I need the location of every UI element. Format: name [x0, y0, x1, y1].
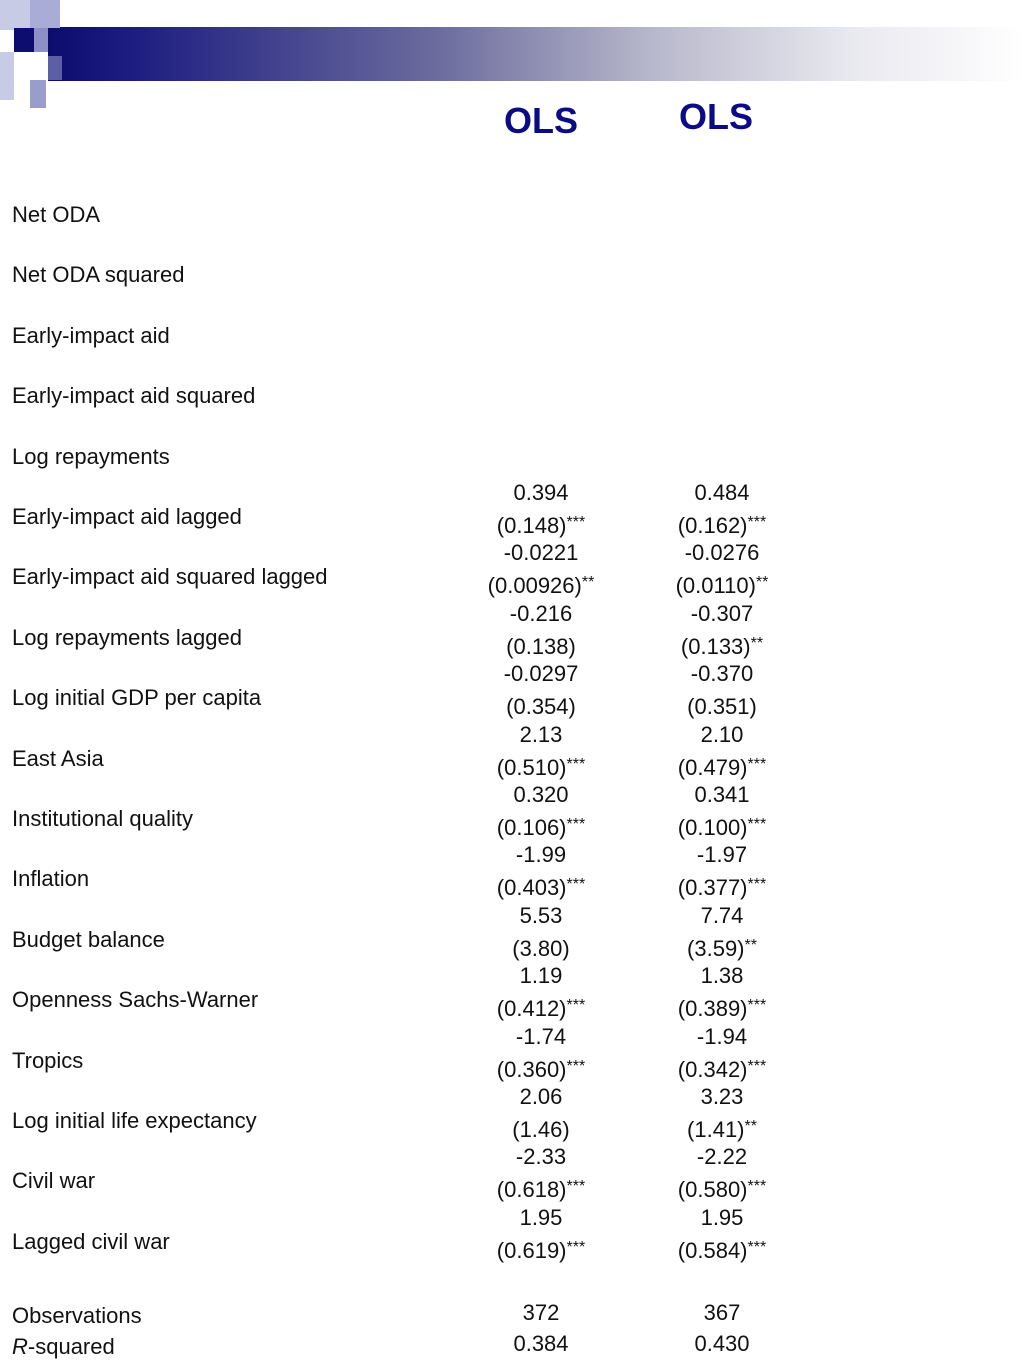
significance-stars: ***	[566, 816, 586, 833]
standard-error-value: (0.360)	[496, 1057, 567, 1082]
coefficient-col1: -0.216	[509, 601, 573, 626]
observations-value-2: 367	[703, 1300, 741, 1325]
standard-error-col1	[441, 810, 641, 843]
row-label: Log initial life expectancy	[12, 1108, 257, 1133]
significance-stars: **	[750, 635, 764, 652]
standard-error-value: (0.580)	[677, 1177, 748, 1202]
standard-error-col2	[622, 1112, 822, 1145]
standard-error-value: (0.354)	[506, 694, 576, 719]
standard-error-value: (0.619)	[496, 1238, 567, 1263]
coefficient-col1: 2.06	[519, 1084, 563, 1109]
coefficient-col2: -0.307	[690, 601, 754, 626]
standard-error-col1	[441, 1233, 641, 1266]
standard-error-col1	[441, 750, 641, 783]
standard-error-value: (0.479)	[677, 755, 748, 780]
coefficient-col2: 3.23	[700, 1084, 744, 1109]
standard-error-col1	[441, 991, 641, 1024]
standard-error-value: (0.162)	[677, 513, 748, 538]
row-label: Civil war	[12, 1168, 96, 1193]
coefficient-col1: 0.394	[513, 480, 569, 505]
standard-error-col1	[441, 1052, 641, 1085]
standard-error-col1	[441, 1172, 641, 1205]
standard-error-col2	[622, 1233, 822, 1266]
coefficient-col1: -0.0221	[503, 540, 579, 565]
coefficient-col2: 0.484	[694, 480, 750, 505]
significance-stars: ***	[566, 756, 586, 773]
rsquared-label	[12, 1334, 115, 1360]
table-row	[0, 248, 1024, 309]
standard-error-value: (1.46)	[512, 1117, 570, 1142]
coefficient-col1: 2.13	[519, 722, 563, 747]
column-header-2: OLS	[678, 96, 753, 137]
rsquared-label-r: R	[12, 1334, 28, 1359]
standard-error-col2	[622, 991, 822, 1024]
row-label: Openness Sachs-Warner	[12, 987, 259, 1012]
standard-error-value: (0.148)	[496, 513, 567, 538]
table-row	[0, 309, 1024, 370]
table-row	[0, 188, 1024, 249]
standard-error-value: (0.133)	[680, 634, 751, 659]
standard-error-col2	[622, 931, 822, 964]
row-label: Early-impact aid squared lagged	[12, 564, 328, 589]
rsquared-value-2: 0.430	[694, 1331, 750, 1356]
significance-stars: ***	[566, 1058, 586, 1075]
row-label: East Asia	[12, 746, 104, 771]
standard-error-col2	[622, 629, 822, 662]
coefficient-col1: -1.99	[515, 842, 567, 867]
coefficient-col1: 1.19	[519, 963, 563, 988]
standard-error-col1	[441, 931, 641, 964]
row-label: Log repayments	[12, 444, 170, 469]
significance-stars: **	[744, 1118, 757, 1135]
standard-error-col1	[441, 508, 641, 541]
significance-stars: **	[581, 574, 595, 591]
coefficient-col2: -0.370	[690, 661, 754, 686]
standard-error-col2	[622, 750, 822, 783]
standard-error-value: (0.138)	[506, 634, 576, 659]
standard-error-col1	[441, 568, 641, 601]
coefficient-col1: -0.0297	[503, 661, 579, 686]
row-label: Net ODA squared	[12, 262, 185, 287]
standard-error-col1	[441, 870, 641, 903]
standard-error-value: (0.00926)	[487, 573, 582, 598]
standard-error-value: (0.403)	[496, 875, 567, 900]
standard-error-col2	[622, 508, 822, 541]
standard-error-value: (0.342)	[677, 1057, 748, 1082]
standard-error-value: (0.389)	[677, 996, 748, 1021]
significance-stars: ***	[566, 1178, 586, 1195]
row-label: Tropics	[12, 1048, 84, 1073]
significance-stars: ***	[747, 756, 767, 773]
significance-stars: **	[755, 574, 769, 591]
coefficient-col2: -0.0276	[684, 540, 760, 565]
standard-error-value: (0.584)	[677, 1238, 748, 1263]
significance-stars: ***	[566, 1239, 586, 1256]
column-header-1: OLS	[503, 100, 578, 141]
row-label: Early-impact aid lagged	[12, 504, 242, 529]
standard-error-col1	[441, 629, 641, 662]
table-row	[0, 369, 1024, 430]
standard-error-col1	[441, 689, 641, 722]
significance-stars: ***	[747, 876, 767, 893]
coefficient-col1: 0.320	[513, 782, 569, 807]
standard-error-value: (0.510)	[496, 755, 567, 780]
row-label: Net ODA	[12, 202, 101, 227]
row-label: Log repayments lagged	[12, 625, 242, 650]
row-label: Early-impact aid squared	[12, 383, 256, 408]
coefficient-col1: 1.95	[519, 1205, 563, 1230]
coefficient-col1: -1.74	[515, 1024, 567, 1049]
standard-error-value: (0.618)	[496, 1177, 567, 1202]
row-label: Inflation	[12, 866, 90, 891]
standard-error-value: (3.80)	[512, 936, 570, 961]
standard-error-col2	[622, 1172, 822, 1205]
row-label: Institutional quality	[12, 806, 193, 831]
significance-stars: **	[744, 937, 757, 954]
row-label: Lagged civil war	[12, 1229, 170, 1254]
standard-error-col1	[441, 1112, 641, 1145]
standard-error-value: (0.106)	[496, 815, 567, 840]
row-label: Log initial GDP per capita	[12, 685, 262, 710]
standard-error-value: (1.41)	[687, 1117, 745, 1142]
coefficient-col2: -1.94	[696, 1024, 748, 1049]
significance-stars: ***	[566, 997, 586, 1014]
standard-error-value: (0.0110)	[675, 573, 756, 598]
standard-error-col2	[622, 1052, 822, 1085]
coefficient-col2: 7.74	[700, 903, 744, 928]
coefficient-col2: 1.95	[700, 1205, 744, 1230]
significance-stars: ***	[566, 876, 586, 893]
standard-error-value: (0.412)	[496, 996, 567, 1021]
observations-label: Observations	[12, 1303, 142, 1328]
row-label: Early-impact aid	[12, 323, 170, 348]
coefficient-col2: 2.10	[700, 722, 744, 747]
standard-error-value: (0.351)	[687, 694, 757, 719]
coefficient-col2: -1.97	[696, 842, 748, 867]
header-squares-decoration	[0, 0, 80, 110]
coefficient-col2: 1.38	[700, 963, 744, 988]
coefficient-col1: 5.53	[519, 903, 563, 928]
rsquared-value-1: 0.384	[513, 1331, 569, 1356]
significance-stars: ***	[747, 1178, 767, 1195]
row-label: Budget balance	[12, 927, 165, 952]
observations-value-1: 372	[522, 1300, 560, 1325]
standard-error-value: (3.59)	[687, 936, 745, 961]
significance-stars: ***	[747, 1058, 767, 1075]
significance-stars: ***	[747, 1239, 767, 1256]
rsquared-label-rest: -squared	[27, 1334, 115, 1359]
standard-error-value: (0.377)	[677, 875, 748, 900]
standard-error-col2	[622, 568, 822, 601]
coefficient-col2: -2.22	[696, 1144, 748, 1169]
significance-stars: ***	[747, 514, 767, 531]
table-row	[0, 1205, 1024, 1276]
significance-stars: ***	[747, 816, 767, 833]
standard-error-col2	[622, 810, 822, 843]
coefficient-col2: 0.341	[694, 782, 750, 807]
coefficient-col1: -2.33	[515, 1144, 567, 1169]
significance-stars: ***	[566, 514, 586, 531]
standard-error-value: (0.100)	[677, 815, 748, 840]
significance-stars: ***	[747, 997, 767, 1014]
standard-error-col2	[622, 689, 822, 722]
standard-error-col2	[622, 870, 822, 903]
header-banner	[48, 27, 1024, 81]
